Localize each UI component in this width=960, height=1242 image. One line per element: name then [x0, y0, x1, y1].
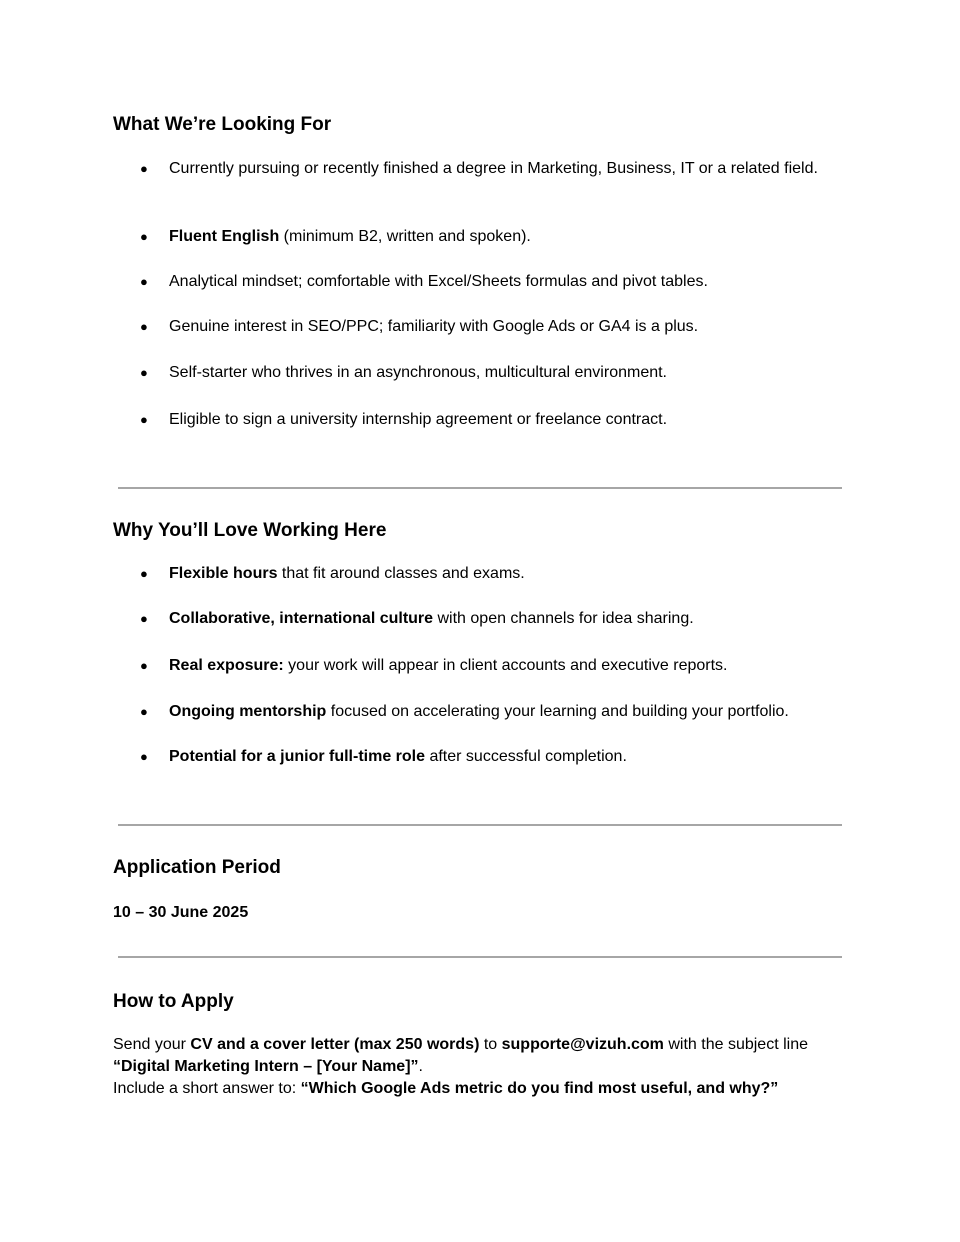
benefit-text — [169, 701, 839, 723]
benefits-heading: Why You’ll Love Working Here — [113, 520, 387, 541]
apply-text: to — [479, 1036, 502, 1053]
application-dates: 10 – 30 June 2025 — [113, 904, 249, 921]
apply-email-link[interactable]: supporte@vizuh.com — [501, 1036, 664, 1053]
section-divider — [118, 824, 842, 826]
bullet-icon: ● — [140, 566, 148, 581]
requirement-rest: (minimum B2, written and spoken). — [279, 228, 531, 245]
apply-subject-line: “Digital Marketing Intern – [Your Name]” — [113, 1058, 419, 1075]
bullet-icon: ● — [140, 229, 148, 244]
benefit-bold: Real exposure: — [169, 657, 284, 674]
benefit-rest: that fit around classes and exams. — [277, 565, 525, 582]
benefit-text — [169, 608, 839, 630]
requirement-text — [169, 226, 839, 248]
period-heading: Application Period — [113, 857, 281, 878]
benefit-bold: Flexible hours — [169, 565, 278, 582]
benefit-rest: after successful completion. — [425, 748, 627, 765]
requirement-text: Currently pursuing or recently finished a degree in Marketing, Business, IT or a related field. — [169, 160, 818, 177]
bullet-icon: ● — [140, 319, 148, 334]
bullet-icon: ● — [140, 704, 148, 719]
apply-text: Include a short answer to: — [113, 1080, 301, 1097]
section-divider — [118, 487, 842, 489]
bullet-icon: ● — [140, 274, 148, 289]
apply-instructions — [113, 1034, 843, 1100]
requirements-heading: What We’re Looking For — [113, 114, 332, 135]
benefit-rest: your work will appear in client accounts and executive reports. — [283, 657, 728, 674]
section-divider — [118, 956, 842, 958]
requirement-text: Genuine interest in SEO/PPC; familiarity with Google Ads or GA4 is a plus. — [169, 318, 699, 335]
apply-text: with the subject line — [663, 1036, 808, 1053]
requirement-text: Eligible to sign a university internship agreement or freelance contract. — [169, 411, 668, 428]
apply-heading: How to Apply — [113, 991, 234, 1012]
benefit-text — [169, 655, 839, 677]
benefit-bold: Collaborative, international culture — [169, 610, 434, 627]
bullet-icon: ● — [140, 365, 148, 380]
apply-question: “Which Google Ads metric do you find most useful, and why?” — [300, 1080, 779, 1097]
benefit-bold: Ongoing mentorship — [169, 703, 327, 720]
bullet-icon: ● — [140, 611, 148, 626]
requirement-bold: Fluent English — [169, 228, 280, 245]
apply-documents: CV and a cover letter (max 250 words) — [190, 1036, 480, 1053]
bullet-icon: ● — [140, 749, 148, 764]
benefit-bold: Potential for a junior full-time role — [169, 748, 426, 765]
apply-text: . — [418, 1058, 423, 1075]
requirement-text: Analytical mindset; comfortable with Excel/Sheets formulas and pivot tables. — [169, 273, 708, 290]
requirement-text: Self-starter who thrives in an asynchronous, multicultural environment. — [169, 364, 667, 381]
benefit-text — [169, 746, 839, 768]
benefit-rest: with open channels for idea sharing. — [433, 610, 694, 627]
benefit-text — [169, 563, 839, 585]
bullet-icon: ● — [140, 412, 148, 427]
benefit-rest: focused on accelerating your learning and building your portfolio. — [326, 703, 789, 720]
bullet-icon: ● — [140, 161, 148, 176]
apply-text: Send your — [113, 1036, 191, 1053]
bullet-icon: ● — [140, 658, 148, 673]
